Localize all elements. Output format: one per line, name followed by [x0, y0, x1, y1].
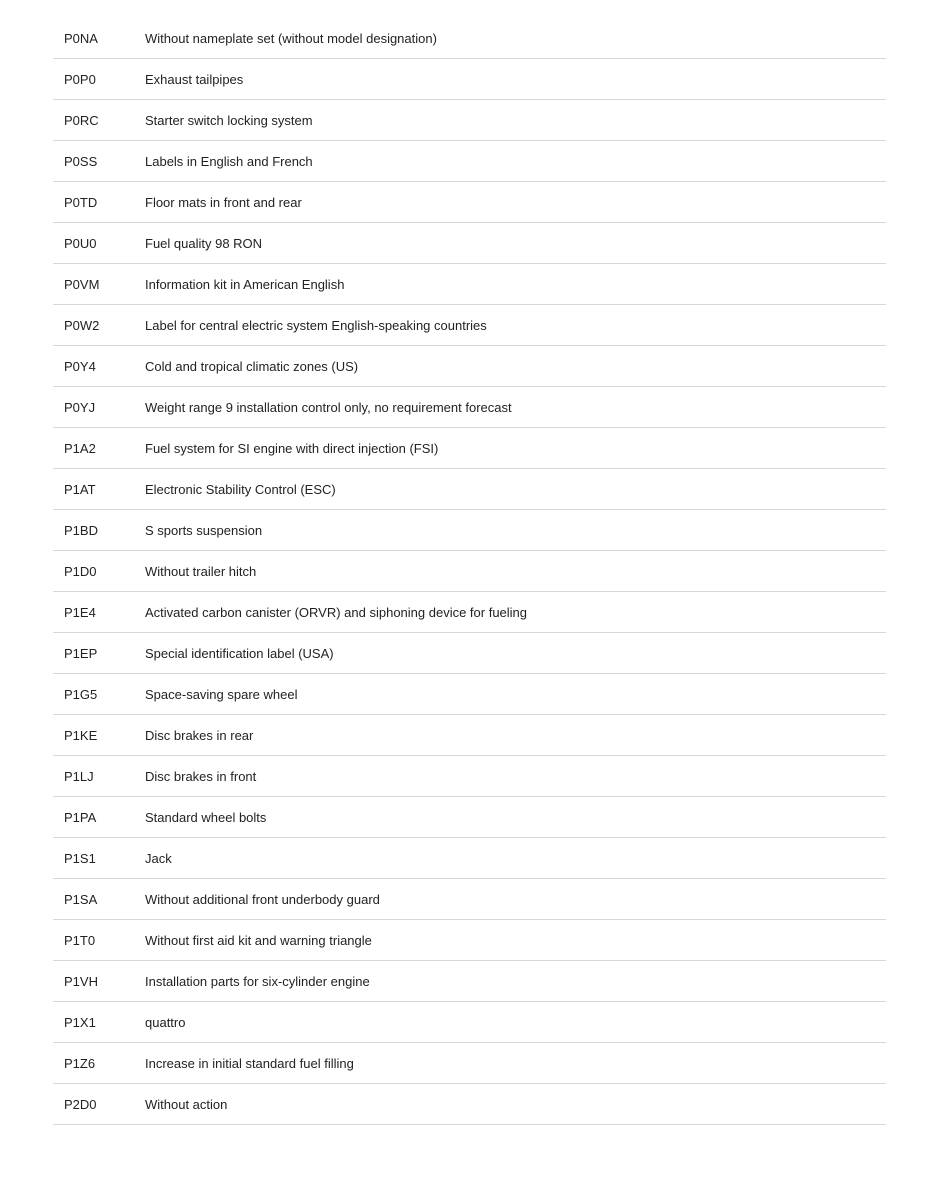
table-row: [53, 551, 886, 592]
option-code: P1D0: [64, 563, 97, 579]
option-description: Starter switch locking system: [145, 112, 313, 128]
option-code: P1Z6: [64, 1055, 96, 1071]
option-description: Label for central electric system English-speaking countries: [145, 317, 487, 333]
option-description: Jack: [145, 850, 172, 866]
option-code: P1BD: [64, 522, 98, 538]
table-row: [53, 182, 886, 223]
table-row: [53, 223, 886, 264]
option-code: P1VH: [64, 973, 98, 989]
option-description: Without nameplate set (without model designation): [145, 30, 437, 46]
option-code: P1X1: [64, 1014, 96, 1030]
option-description: Floor mats in front and rear: [145, 194, 302, 210]
option-code: P2D0: [64, 1096, 97, 1112]
table-row: [53, 756, 886, 797]
table-row: [53, 387, 886, 428]
option-description: Disc brakes in front: [145, 768, 257, 784]
options-table: [53, 18, 886, 1125]
option-code: P1G5: [64, 686, 98, 702]
option-description: Labels in English and French: [145, 153, 313, 169]
option-code: P1A2: [64, 440, 96, 456]
table-row: [53, 100, 886, 141]
table-row: [53, 141, 886, 182]
table-row: [53, 633, 886, 674]
option-description: Cold and tropical climatic zones (US): [145, 358, 359, 374]
table-row: [53, 469, 886, 510]
option-description: Standard wheel bolts: [145, 809, 267, 825]
table-row: [53, 838, 886, 879]
table-row: [53, 1084, 886, 1125]
table-row: [53, 1043, 886, 1084]
option-code: P0Y4: [64, 358, 96, 374]
table-row: [53, 920, 886, 961]
table-row: [53, 264, 886, 305]
option-description: Increase in initial standard fuel filling: [145, 1055, 354, 1071]
option-description: Weight range 9 installation control only, no requirement forecast: [145, 399, 512, 415]
option-code: P1LJ: [64, 768, 94, 784]
option-description: Electronic Stability Control (ESC): [145, 481, 336, 497]
option-code: P0P0: [64, 71, 96, 87]
table-row: [53, 674, 886, 715]
option-description: Without first aid kit and warning triangle: [145, 932, 372, 948]
option-description: Disc brakes in rear: [145, 727, 254, 743]
option-code: P1PA: [64, 809, 97, 825]
table-row: [53, 961, 886, 1002]
option-code: P1EP: [64, 645, 98, 661]
option-description: Fuel system for SI engine with direct injection (FSI): [145, 440, 439, 456]
option-description: Activated carbon canister (ORVR) and siphoning device for fueling: [145, 604, 528, 620]
option-description: Without additional front underbody guard: [145, 891, 380, 907]
table-row: [53, 59, 886, 100]
table-row: [53, 715, 886, 756]
option-description: Installation parts for six-cylinder engine: [145, 973, 370, 989]
option-code: P1T0: [64, 932, 96, 948]
table-row: [53, 797, 886, 838]
option-description: Information kit in American English: [145, 276, 345, 292]
option-description: S sports suspension: [145, 522, 263, 538]
option-code: P0SS: [64, 153, 98, 169]
table-row: [53, 346, 886, 387]
option-description: Space-saving spare wheel: [145, 686, 298, 702]
option-code: P0TD: [64, 194, 98, 210]
option-code: P1SA: [64, 891, 98, 907]
table-row: [53, 428, 886, 469]
option-code: P0VM: [64, 276, 100, 292]
option-code: P0YJ: [64, 399, 96, 415]
table-row: [53, 592, 886, 633]
option-description: Exhaust tailpipes: [145, 71, 244, 87]
option-description: Without action: [145, 1096, 228, 1112]
option-code: P0W2: [64, 317, 100, 333]
option-code: P0RC: [64, 112, 99, 128]
option-code: P1S1: [64, 850, 96, 866]
option-code: P1E4: [64, 604, 96, 620]
option-code: P1AT: [64, 481, 96, 497]
option-description: quattro: [145, 1014, 186, 1030]
table-row: [53, 1002, 886, 1043]
table-row: [53, 305, 886, 346]
option-code: P0U0: [64, 235, 97, 251]
option-description: Special identification label (USA): [145, 645, 334, 661]
table-row: [53, 18, 886, 59]
table-row: [53, 879, 886, 920]
table-row: [53, 510, 886, 551]
option-code: P0NA: [64, 30, 98, 46]
option-description: Fuel quality 98 RON: [145, 235, 263, 251]
option-description: Without trailer hitch: [145, 563, 257, 579]
option-code: P1KE: [64, 727, 98, 743]
